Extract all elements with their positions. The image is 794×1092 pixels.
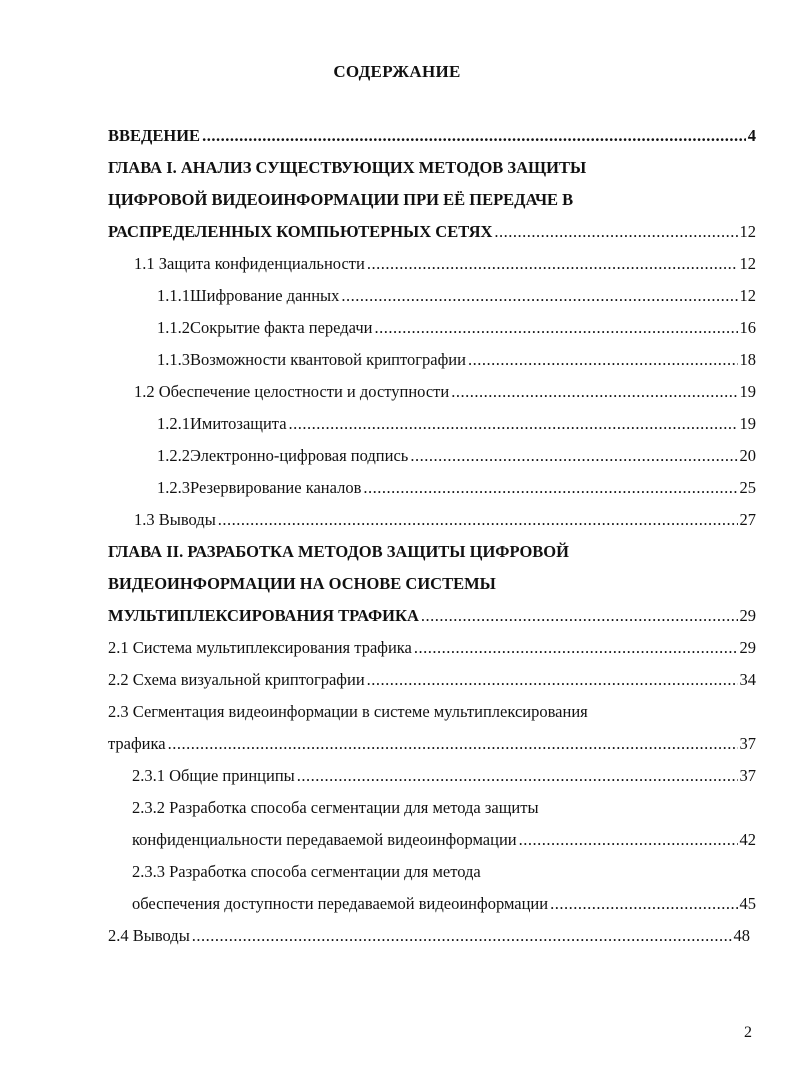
toc-entry-2-1[interactable] bbox=[108, 638, 756, 662]
toc-entry-page: 29 bbox=[739, 606, 756, 625]
toc-entry-page: 27 bbox=[739, 510, 756, 529]
toc-entry-text: ГЛАВА II. РАЗРАБОТКА МЕТОДОВ ЗАЩИТЫ ЦИФРОВОЙ bbox=[108, 542, 569, 561]
toc-entry-chapter1-line1[interactable] bbox=[108, 158, 756, 182]
toc-entry-2-3-2-line1[interactable] bbox=[132, 798, 756, 822]
toc-entry-1-3[interactable] bbox=[134, 510, 756, 534]
page-number: 2 bbox=[744, 1024, 752, 1041]
toc-entry-text: 1.2 Обеспечение целостности и доступности bbox=[134, 382, 450, 401]
dot-leader bbox=[550, 894, 737, 914]
toc-entry-text: 2.4 Выводы bbox=[108, 926, 190, 945]
toc-entry-number: 1.2.2 bbox=[157, 446, 190, 465]
toc-entry-text: 1.1 Защита конфиденциальности bbox=[134, 254, 365, 273]
toc-entry-page: 45 bbox=[739, 894, 756, 913]
dot-leader bbox=[218, 510, 738, 530]
toc-entry-2-3-1[interactable] bbox=[132, 766, 756, 790]
toc-entry-text: ВИДЕОИНФОРМАЦИИ НА ОСНОВЕ СИСТЕМЫ bbox=[108, 574, 496, 593]
toc-entry-text: 2.3.3 Разработка способа сегментации для метода bbox=[132, 862, 481, 881]
toc-entry-2-3-3-line1[interactable] bbox=[132, 862, 756, 886]
toc-entry-number: 1.2.1 bbox=[157, 414, 190, 433]
toc-entry-page: 42 bbox=[739, 830, 756, 849]
toc-entry-text: конфиденциальности передаваемой видеоинформации bbox=[132, 830, 517, 849]
toc-entry-page: 12 bbox=[739, 286, 756, 305]
toc-entry-2-3-line2[interactable] bbox=[108, 734, 756, 758]
toc-entry-text: МУЛЬТИПЛЕКСИРОВАНИЯ ТРАФИКА bbox=[108, 606, 419, 625]
toc-entry-text: 2.3.2 Разработка способа сегментации для метода защиты bbox=[132, 798, 539, 817]
toc-entry-text: 2.3 Сегментация видеоинформации в системе мультиплексирования bbox=[108, 702, 588, 721]
toc-entry-text: Резервирование каналов bbox=[190, 478, 362, 497]
toc-entry-2-3-2-line2[interactable] bbox=[132, 830, 756, 854]
dot-leader bbox=[367, 254, 738, 274]
toc-entry-text: Имитозащита bbox=[190, 414, 287, 433]
toc-entry-text: 2.3.1 Общие принципы bbox=[132, 766, 295, 785]
toc-entry-text: Шифрование данных bbox=[190, 286, 340, 305]
dot-leader bbox=[297, 766, 738, 786]
toc-entry-text: РАСПРЕДЕЛЕННЫХ КОМПЬЮТЕРНЫХ СЕТЯХ bbox=[108, 222, 493, 241]
toc-entry-2-4[interactable] bbox=[108, 926, 750, 950]
toc-entry-1-1[interactable] bbox=[134, 254, 756, 278]
toc-entry-page: 12 bbox=[739, 222, 756, 241]
toc-entry-number: 1.1.2 bbox=[157, 318, 190, 337]
toc-entry-chapter2-line2[interactable] bbox=[108, 574, 756, 598]
toc-entry-page: 29 bbox=[739, 638, 756, 657]
toc-entry-text: ГЛАВА I. АНАЛИЗ СУЩЕСТВУЮЩИХ МЕТОДОВ ЗАЩИТЫ bbox=[108, 158, 587, 177]
toc-entry-text: 2.1 Система мультиплексирования трафика bbox=[108, 638, 412, 657]
dot-leader bbox=[414, 638, 738, 658]
toc-entry-page: 25 bbox=[739, 478, 756, 497]
dot-leader bbox=[289, 414, 738, 434]
toc-entry-2-2[interactable] bbox=[108, 670, 756, 694]
toc-entry-page: 34 bbox=[739, 670, 756, 689]
toc-entry-page: 18 bbox=[739, 350, 756, 369]
dot-leader bbox=[202, 126, 746, 146]
toc-entry-1-2-2[interactable] bbox=[157, 446, 756, 470]
toc-entry-page: 19 bbox=[739, 414, 756, 433]
toc-entry-1-1-2[interactable] bbox=[157, 318, 756, 342]
dot-leader bbox=[468, 350, 738, 370]
toc-entry-text: Электронно-цифровая подпись bbox=[190, 446, 409, 465]
toc-entry-page: 37 bbox=[739, 734, 756, 753]
toc-entry-number: 1.1.1 bbox=[157, 286, 190, 305]
toc-entry-text: Сокрытие факта передачи bbox=[190, 318, 373, 337]
toc-entry-1-2[interactable] bbox=[134, 382, 756, 406]
dot-leader bbox=[168, 734, 738, 754]
toc-entry-1-1-1[interactable] bbox=[157, 286, 756, 310]
dot-leader bbox=[192, 926, 732, 946]
page-title: СОДЕРЖАНИЕ bbox=[333, 62, 461, 81]
toc-entry-page: 37 bbox=[739, 766, 756, 785]
dot-leader bbox=[374, 318, 737, 338]
toc-entry-page: 20 bbox=[739, 446, 756, 465]
toc-entry-number: 1.1.3 bbox=[157, 350, 190, 369]
toc-entry-1-1-3[interactable] bbox=[157, 350, 756, 374]
dot-leader bbox=[519, 830, 738, 850]
toc-entry-introduction[interactable] bbox=[108, 126, 756, 150]
toc-entry-chapter2-line3[interactable] bbox=[108, 606, 756, 630]
toc-entry-chapter1-line2[interactable] bbox=[108, 190, 756, 214]
toc-entry-number: 1.2.3 bbox=[157, 478, 190, 497]
toc-entry-text: Возможности квантовой криптографии bbox=[190, 350, 466, 369]
toc-entry-page: 48 bbox=[733, 926, 750, 945]
toc-entry-1-2-1[interactable] bbox=[157, 414, 756, 438]
toc-entry-text: ВВЕДЕНИЕ bbox=[108, 126, 201, 145]
toc-entry-text: трафика bbox=[108, 734, 166, 753]
toc-entry-2-3-3-line2[interactable] bbox=[132, 894, 756, 918]
toc-entry-page: 4 bbox=[747, 126, 756, 145]
toc-entry-text: ЦИФРОВОЙ ВИДЕОИНФОРМАЦИИ ПРИ ЕЁ ПЕРЕДАЧЕ В bbox=[108, 190, 574, 209]
dot-leader bbox=[341, 286, 737, 306]
dot-leader bbox=[494, 222, 737, 242]
toc-entry-text: 1.3 Выводы bbox=[134, 510, 216, 529]
toc-entry-chapter2-line1[interactable] bbox=[108, 542, 756, 566]
dot-leader bbox=[410, 446, 737, 466]
dot-leader bbox=[367, 670, 738, 690]
dot-leader bbox=[421, 606, 738, 626]
toc-entry-page: 16 bbox=[739, 318, 756, 337]
toc-entry-chapter1-line3[interactable] bbox=[108, 222, 756, 246]
toc-entry-page: 19 bbox=[739, 382, 756, 401]
toc-entry-text: 2.2 Схема визуальной криптографии bbox=[108, 670, 365, 689]
toc-entry-1-2-3[interactable] bbox=[157, 478, 756, 502]
dot-leader bbox=[363, 478, 737, 498]
toc-entry-page: 12 bbox=[739, 254, 756, 273]
dot-leader bbox=[451, 382, 737, 402]
toc-entry-2-3-line1[interactable] bbox=[108, 702, 756, 726]
toc-entry-text: обеспечения доступности передаваемой видеоинформации bbox=[132, 894, 549, 913]
